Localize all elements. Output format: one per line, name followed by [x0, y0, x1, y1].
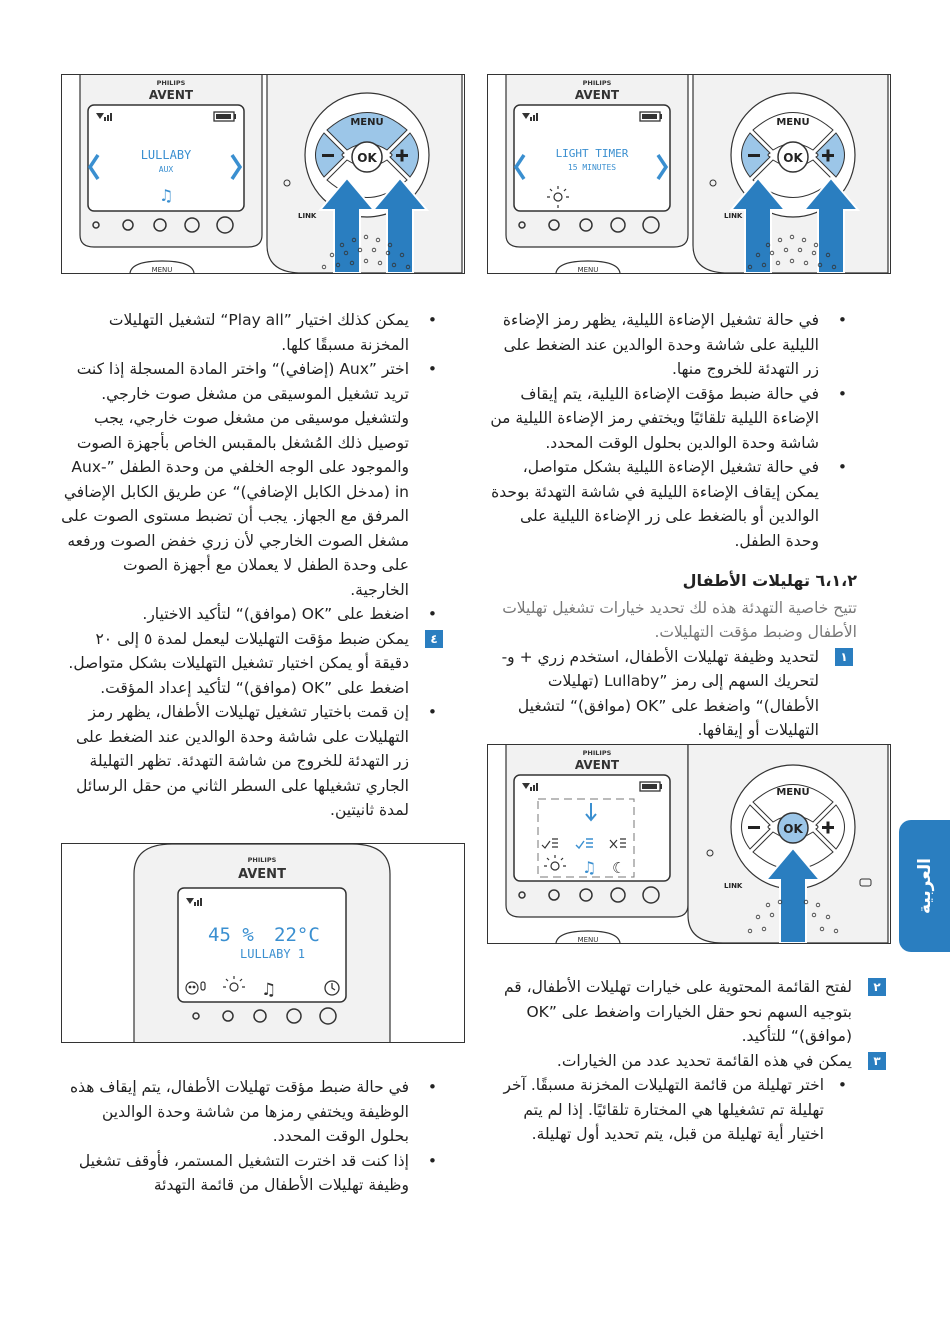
list-item: • في حالة ضبط مؤقت الإضاءة الليلية، يتم إيقاف الإضاءة الليلية تلقائيًا ويختفي رمز الإضاءة الليلية من شاشة وحدة الوالدين بحلول الوقت المحدد.: [487, 382, 857, 456]
step-1: [487, 645, 857, 743]
moon-stars-icon: ☾: [612, 859, 626, 877]
logo-text: AVENT: [148, 88, 194, 102]
figure-lullaby-menu: [487, 744, 891, 944]
ok-label: OK: [357, 151, 377, 165]
list-item: • اختر ”Aux (إضافي)“ واختر المادة المسجلة إذا كنت تريد تشغيل الموسيقى من مشغل صوت خارجي. ولتشغيل موسيقى من مشغل صوت خارجي، يجب توصيل ذلك المُشغل بالمقبس الخاص بأجهزة الصوت والموجود على الوجه الخلفي من وحدة الطفل ”Aux-in (مدخل الكابل الإضافي)“ عن طريق الكابل الإضافي المرفق مع الجهاز. يجب أن تضبط مستوى الصوت على مشغل الصوت الخارجي لأن زري خفض الصوت ورفعه على وحدة الطفل لا يعملان مع أجهزة الصوت الخارجية.: [61, 357, 447, 602]
brand-text: PHILIPS: [582, 749, 612, 757]
figure-lullaby-display: [61, 843, 465, 1043]
list-item: • يمكن كذلك اختيار ”Play all“ لتشغيل التهليلات المخزنة مسبقًا كلها.: [61, 308, 447, 357]
svg-text:MENU: MENU: [350, 117, 384, 128]
step-text: لفتح القائمة المحتوية على خيارات تهليلات الأطفال، قم بتوجيه السهم نحو حقل الخيارات واضغط على ”OK (موافق)“ للتأكيد.: [503, 978, 852, 1045]
section-intro: تتيح خاصية التهدئة هذه لك تحديد خيارات تشغيل تهليلات الأطفال وضبط مؤقت التهليلات.: [502, 598, 857, 641]
step-text: لتحديد وظيفة تهليلات الأطفال، استخدم زري + و- لتحريك السهم إلى رمز ”Lullaby (تهليلات الأطفال)“ واضغط على ”OK (موافق)“ لتشغيل التهليلات أو إيقافها.: [501, 647, 819, 739]
step-4: [61, 627, 447, 701]
logo-text: AVENT: [238, 867, 286, 882]
lcd-line-2: AUX: [158, 165, 174, 174]
step-number: ٤: [425, 630, 443, 648]
list-item: • في حالة تشغيل الإضاءة الليلية بشكل متواصل، يمكن إيقاف الإضاءة الليلية في شاشة التهدئة بوحدة الوالدين أو بالضغط على زر الإضاءة الليلية على وحدة الطفل.: [487, 455, 857, 553]
step-text: يمكن ضبط مؤقت التهليلات ليعمل لمدة ٥ إلى ٢٠ دقيقة أو يمكن اختيار تشغيل التهليلات بشكل متواصل. اضغط على ”OK (موافق)“ لتأكيد إعداد المؤقت.: [68, 629, 409, 697]
list-item: • اختر تهليلة من قائمة التهليلات المخزنة مسبقًا. آخر تهليلة تم تشغيلها هي المختارة تلقائيًا. إذا لم يتم اختيار أية تهليلة من قبل، يتم تحديد أول تهليلة.: [487, 1073, 857, 1147]
humidity-readout: 45 %: [208, 924, 254, 946]
step-number: ٢: [868, 978, 886, 996]
language-tab: [899, 820, 950, 952]
brand-text: PHILIPS: [247, 856, 277, 864]
svg-text:MENU: MENU: [577, 936, 599, 943]
temperature-readout: 22°C: [274, 924, 320, 946]
music-note-icon: ♫: [261, 980, 277, 1000]
lcd-line-2: LULLABY 1: [240, 947, 306, 961]
list-item: • إذا كنت قد اخترت التشغيل المستمر، فأوقف تشغيل وظيفة تهليلات الأطفال من قائمة التهدئة: [61, 1149, 447, 1198]
svg-text:LINK: LINK: [298, 212, 317, 220]
step-number: ٣: [868, 1052, 886, 1070]
step-number: ١: [835, 648, 853, 666]
lcd-line-1: LULLABY: [140, 148, 192, 162]
left-column-top: [61, 308, 447, 823]
svg-text:LINK: LINK: [724, 212, 743, 220]
svg-text:LINK: LINK: [724, 882, 743, 890]
lcd-line-2: 15 MINUTES: [567, 163, 617, 172]
logo-text: AVENT: [574, 88, 620, 102]
music-note-icon: ♫: [582, 858, 597, 877]
ok-label: OK: [783, 822, 803, 836]
right-column-top: [487, 308, 857, 743]
section-heading: ٦،١،٢ تهليلات الأطفال: [682, 571, 857, 590]
step-text: يمكن في هذه القائمة تحديد عدد من الخيارات.: [556, 1051, 852, 1070]
svg-text:MENU: MENU: [776, 787, 810, 798]
figure-light-timer: [487, 74, 891, 274]
language-tab-label: العربية: [914, 857, 935, 915]
svg-text:MENU: MENU: [151, 266, 173, 273]
list-item: • اضغط على ”OK (موافق)“ لتأكيد الاختيار.: [61, 602, 447, 627]
brand-text: PHILIPS: [156, 79, 186, 87]
svg-text:MENU: MENU: [577, 266, 599, 273]
step-2: [487, 975, 890, 1049]
right-column-bottom: [487, 975, 890, 1147]
left-column-bottom: [61, 1075, 447, 1198]
lcd-line-1: LIGHT TIMER: [555, 147, 629, 160]
music-note-icon: ♫: [159, 186, 174, 205]
ok-label: OK: [783, 151, 803, 165]
svg-text:MENU: MENU: [776, 117, 810, 128]
figure-lullaby-aux: [61, 74, 465, 274]
step-3: [487, 1049, 890, 1074]
list-item: • في حالة تشغيل الإضاءة الليلية، يظهر رمز الإضاءة الليلية على شاشة وحدة الوالدين عند الضغط على زر التهدئة للخروج منها.: [487, 308, 857, 382]
brand-text: PHILIPS: [582, 79, 612, 87]
list-item: • إن قمت باختيار تشغيل تهليلات الأطفال، يظهر رمز التهليلات على شاشة وحدة الوالدين عند الضغط على زر التهدئة للخروج من شاشة التهدئة. تظهر التهليلة الجاري تشغيلها على السطر الثاني من حقل الرسائل لمدة ثانيتين.: [61, 700, 447, 823]
logo-text: AVENT: [574, 758, 620, 772]
list-item: • في حالة ضبط مؤقت تهليلات الأطفال، يتم إيقاف هذه الوظيفة ويختفي رمزها من شاشة وحدة الوالدين بحلول الوقت المحدد.: [61, 1075, 447, 1149]
